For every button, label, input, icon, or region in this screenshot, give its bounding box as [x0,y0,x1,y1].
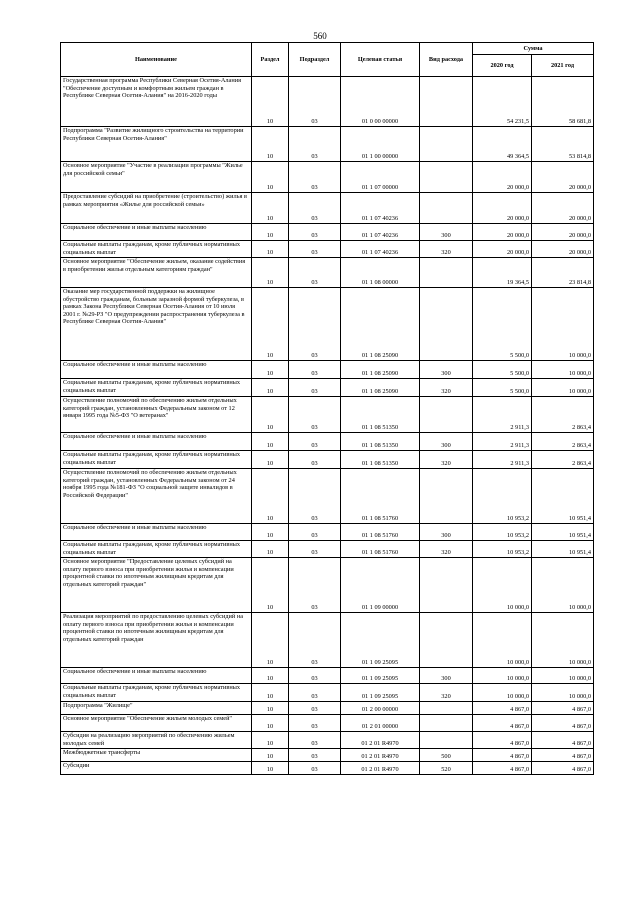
table-row [61,732,594,749]
cell-section: 10 [252,469,289,524]
table-row [61,702,594,715]
cell-subsection: 03 [289,762,341,775]
header-2020: 2020 год [473,55,532,77]
cell-2021: 10 000,0 [532,668,594,684]
cell-subsection: 03 [289,241,341,258]
cell-subsection: 03 [289,524,341,541]
cell-section: 10 [252,162,289,193]
cell-name: Основное мероприятие "Предоставление целевых субсидий на оплату первого взноса при приобретении жилья и компенсации процентной ставки по ипотечным жилищным кредитам для отдельных категорий граждан" [61,558,252,613]
cell-2020: 20 000,0 [473,193,532,224]
cell-section: 10 [252,749,289,762]
header-target: Целевая статья [341,43,420,77]
table-row [61,241,594,258]
page-number: 560 [313,31,327,41]
cell-2020: 10 953,2 [473,524,532,541]
cell-expense [420,162,473,193]
table-row [61,558,594,613]
cell-2020: 20 000,0 [473,241,532,258]
cell-name: Социальное обеспечение и иные выплаты населению [61,668,252,684]
cell-2020: 10 000,0 [473,668,532,684]
cell-2021: 10 000,0 [532,288,594,361]
cell-target: 01 1 08 51760 [341,524,420,541]
cell-subsection: 03 [289,162,341,193]
cell-target: 01 1 07 40236 [341,224,420,241]
cell-2021: 10 951,4 [532,524,594,541]
cell-section: 10 [252,77,289,127]
table-row [61,684,594,702]
cell-2020: 4 867,0 [473,702,532,715]
cell-target: 01 1 08 51350 [341,433,420,451]
cell-target: 01 1 09 00000 [341,558,420,613]
cell-2020: 10 953,2 [473,541,532,558]
cell-2021: 10 000,0 [532,379,594,397]
cell-2021: 4 867,0 [532,762,594,775]
cell-2020: 2 911,3 [473,433,532,451]
cell-expense: 300 [420,668,473,684]
table-row [61,193,594,224]
cell-section: 10 [252,541,289,558]
cell-2020: 54 231,5 [473,77,532,127]
header-expense: Вид расхода [420,43,473,77]
cell-subsection: 03 [289,668,341,684]
cell-section: 10 [252,668,289,684]
cell-2021: 53 814,8 [532,127,594,162]
table-row [61,715,594,732]
table-row [61,469,594,524]
cell-name: Социальные выплаты гражданам, кроме публичных нормативных социальных выплат [61,684,252,702]
cell-target: 01 1 08 51760 [341,469,420,524]
cell-subsection: 03 [289,258,341,288]
header-subsection: Подраздел [289,43,341,77]
cell-section: 10 [252,258,289,288]
cell-name: Межбюджетные трансферты [61,749,252,762]
cell-subsection: 03 [289,361,341,379]
cell-name: Социальные выплаты гражданам, кроме публичных нормативных социальных выплат [61,241,252,258]
cell-2021: 20 000,0 [532,224,594,241]
cell-section: 10 [252,433,289,451]
cell-2021: 4 867,0 [532,749,594,762]
cell-target: 01 2 01 00000 [341,715,420,732]
cell-target: 01 1 08 51350 [341,451,420,469]
table-row [61,433,594,451]
cell-target: 01 2 01 R4970 [341,732,420,749]
cell-expense [420,258,473,288]
cell-subsection: 03 [289,541,341,558]
cell-target: 01 1 00 00000 [341,127,420,162]
cell-2020: 4 867,0 [473,762,532,775]
cell-target: 01 1 08 25090 [341,288,420,361]
table-row [61,524,594,541]
cell-subsection: 03 [289,684,341,702]
cell-target: 01 1 07 40236 [341,241,420,258]
cell-2021: 20 000,0 [532,193,594,224]
table-row [61,541,594,558]
cell-expense: 320 [420,451,473,469]
cell-target: 01 1 08 51760 [341,541,420,558]
cell-section: 10 [252,288,289,361]
cell-subsection: 03 [289,77,341,127]
cell-target: 01 2 01 R4970 [341,762,420,775]
table-row [61,77,594,127]
cell-target: 01 1 08 25090 [341,361,420,379]
table-row [61,749,594,762]
table-row [61,379,594,397]
cell-subsection: 03 [289,433,341,451]
cell-section: 10 [252,558,289,613]
cell-expense: 300 [420,361,473,379]
cell-name: Подпрограмма "Жилище" [61,702,252,715]
cell-2021: 4 867,0 [532,732,594,749]
cell-2021: 2 863,4 [532,451,594,469]
cell-section: 10 [252,613,289,668]
cell-subsection: 03 [289,288,341,361]
cell-2021: 2 863,4 [532,433,594,451]
cell-2020: 10 000,0 [473,684,532,702]
cell-2021: 20 000,0 [532,162,594,193]
cell-section: 10 [252,193,289,224]
table-row [61,361,594,379]
cell-expense [420,732,473,749]
cell-section: 10 [252,715,289,732]
header-section: Раздел [252,43,289,77]
cell-2020: 4 867,0 [473,732,532,749]
cell-subsection: 03 [289,715,341,732]
cell-subsection: 03 [289,127,341,162]
cell-2020: 19 364,5 [473,258,532,288]
cell-2021: 20 000,0 [532,241,594,258]
table-row [61,288,594,361]
table-header [61,43,594,77]
cell-expense [420,77,473,127]
cell-expense [420,558,473,613]
cell-2021: 10 000,0 [532,684,594,702]
cell-name: Социальные выплаты гражданам, кроме публичных нормативных социальных выплат [61,379,252,397]
header-name: Наименование [61,43,252,77]
cell-subsection: 03 [289,193,341,224]
cell-2020: 2 911,3 [473,451,532,469]
cell-name: Осуществление полномочий по обеспечению жильем отдельных категорий граждан, установленных Федеральным законом от 12 января 1995 года №5-ФЗ "О ветеранах" [61,397,252,433]
header-2021: 2021 год [532,55,594,77]
table-row [61,613,594,668]
cell-section: 10 [252,397,289,433]
cell-2021: 2 863,4 [532,397,594,433]
cell-target: 01 1 07 00000 [341,162,420,193]
cell-target: 01 1 08 51350 [341,397,420,433]
cell-section: 10 [252,732,289,749]
cell-name: Предоставление субсидий на приобретение (строительство) жилья в рамках мероприятия «Жилье для российской семьи» [61,193,252,224]
cell-2021: 4 867,0 [532,715,594,732]
cell-name: Основное мероприятие "Обеспечение жильем, оказание содействия в приобретении жилья отдельным категориям граждан" [61,258,252,288]
header-sum: Сумма [473,43,594,55]
cell-2020: 20 000,0 [473,162,532,193]
cell-expense [420,288,473,361]
table-row [61,668,594,684]
cell-expense: 300 [420,524,473,541]
cell-subsection: 03 [289,558,341,613]
cell-subsection: 03 [289,397,341,433]
cell-name: Оказание мер государственной поддержки на жилищное обустройство гражданам, больным заразной формой туберкулеза, в рамках Закона Республики Северная Осетия-Алания от 10 июля 2001 г. №29-РЗ "О предупреждении распространения туберкулеза в Республике Северная Осетия-Алания" [61,288,252,361]
cell-subsection: 03 [289,702,341,715]
cell-2021: 10 951,4 [532,541,594,558]
cell-name: Основное мероприятие "Участие в реализации программы "Жилье для российской семьи" [61,162,252,193]
cell-target: 01 1 08 25090 [341,379,420,397]
cell-expense [420,193,473,224]
cell-name: Основное мероприятие "Обеспечение жильем молодых семей" [61,715,252,732]
cell-2020: 20 000,0 [473,224,532,241]
cell-section: 10 [252,241,289,258]
cell-2020: 10 000,0 [473,558,532,613]
cell-2020: 2 911,3 [473,397,532,433]
cell-expense: 300 [420,224,473,241]
cell-section: 10 [252,684,289,702]
cell-expense [420,702,473,715]
cell-name: Государственная программа Республики Северная Осетия-Алания "Обеспечение доступным и комфортным жильем граждан в Республике Северная Осетия-Алания" на 2016-2020 годы [61,77,252,127]
table-row [61,162,594,193]
cell-2020: 5 500,0 [473,361,532,379]
cell-section: 10 [252,524,289,541]
table-body [61,77,594,775]
table-row [61,127,594,162]
cell-expense [420,127,473,162]
table-row [61,258,594,288]
cell-expense: 320 [420,379,473,397]
cell-target: 01 0 00 00000 [341,77,420,127]
cell-subsection: 03 [289,224,341,241]
cell-expense [420,397,473,433]
cell-name: Субсидии [61,762,252,775]
cell-expense: 520 [420,762,473,775]
cell-target: 01 1 09 25095 [341,613,420,668]
cell-subsection: 03 [289,379,341,397]
cell-section: 10 [252,702,289,715]
cell-name: Социальное обеспечение и иные выплаты населению [61,524,252,541]
cell-name: Субсидия на реализацию мероприятий по обеспечению жильем молодых семей [61,732,252,749]
cell-target: 01 1 08 00000 [341,258,420,288]
cell-2021: 4 867,0 [532,702,594,715]
cell-expense [420,469,473,524]
cell-name: Социальное обеспечение и иные выплаты населению [61,361,252,379]
cell-2020: 49 364,5 [473,127,532,162]
cell-target: 01 2 00 00000 [341,702,420,715]
table-row [61,762,594,775]
cell-target: 01 2 01 R4970 [341,749,420,762]
cell-2020: 5 500,0 [473,379,532,397]
cell-subsection: 03 [289,451,341,469]
cell-subsection: 03 [289,749,341,762]
cell-2021: 23 814,8 [532,258,594,288]
cell-2020: 4 867,0 [473,715,532,732]
cell-expense: 320 [420,541,473,558]
cell-name: Осуществление полномочий по обеспечению жильем отдельных категорий граждан, установленных Федеральным законом от 24 ноября 1995 года №181-ФЗ "О социальной защите инвалидов в Российской Федерации" [61,469,252,524]
cell-2021: 10 000,0 [532,558,594,613]
cell-name: Социальные выплаты гражданам, кроме публичных нормативных социальных выплат [61,541,252,558]
cell-2020: 5 500,0 [473,288,532,361]
cell-expense: 320 [420,241,473,258]
cell-name: Реализация мероприятий по предоставлению целевых субсидий на оплату первого взноса при приобретении жилья и компенсации процентной ставки по ипотечным жилищным кредитам для отдельных категорий граждан [61,613,252,668]
cell-2021: 58 681,8 [532,77,594,127]
cell-2020: 4 867,0 [473,749,532,762]
cell-subsection: 03 [289,732,341,749]
table-row [61,451,594,469]
cell-section: 10 [252,361,289,379]
table-row [61,397,594,433]
budget-table [60,42,594,775]
cell-name: Подпрограмма "Развитие жилищного строительства на территории Республики Северная Осетия-Алания" [61,127,252,162]
cell-expense: 500 [420,749,473,762]
cell-expense: 300 [420,433,473,451]
cell-target: 01 1 09 25095 [341,668,420,684]
cell-2020: 10 000,0 [473,613,532,668]
cell-subsection: 03 [289,613,341,668]
cell-section: 10 [252,451,289,469]
cell-name: Социальные выплаты гражданам, кроме публичных нормативных социальных выплат [61,451,252,469]
cell-target: 01 1 09 25095 [341,684,420,702]
cell-section: 10 [252,762,289,775]
cell-section: 10 [252,127,289,162]
cell-expense [420,715,473,732]
cell-section: 10 [252,379,289,397]
cell-2021: 10 951,4 [532,469,594,524]
cell-subsection: 03 [289,469,341,524]
cell-2021: 10 000,0 [532,613,594,668]
cell-target: 01 1 07 40236 [341,193,420,224]
cell-section: 10 [252,224,289,241]
cell-expense [420,613,473,668]
cell-2020: 10 953,2 [473,469,532,524]
cell-2021: 10 000,0 [532,361,594,379]
cell-expense: 320 [420,684,473,702]
table-row [61,224,594,241]
cell-name: Социальное обеспечение и иные выплаты населению [61,224,252,241]
cell-name: Социальное обеспечение и иные выплаты населению [61,433,252,451]
